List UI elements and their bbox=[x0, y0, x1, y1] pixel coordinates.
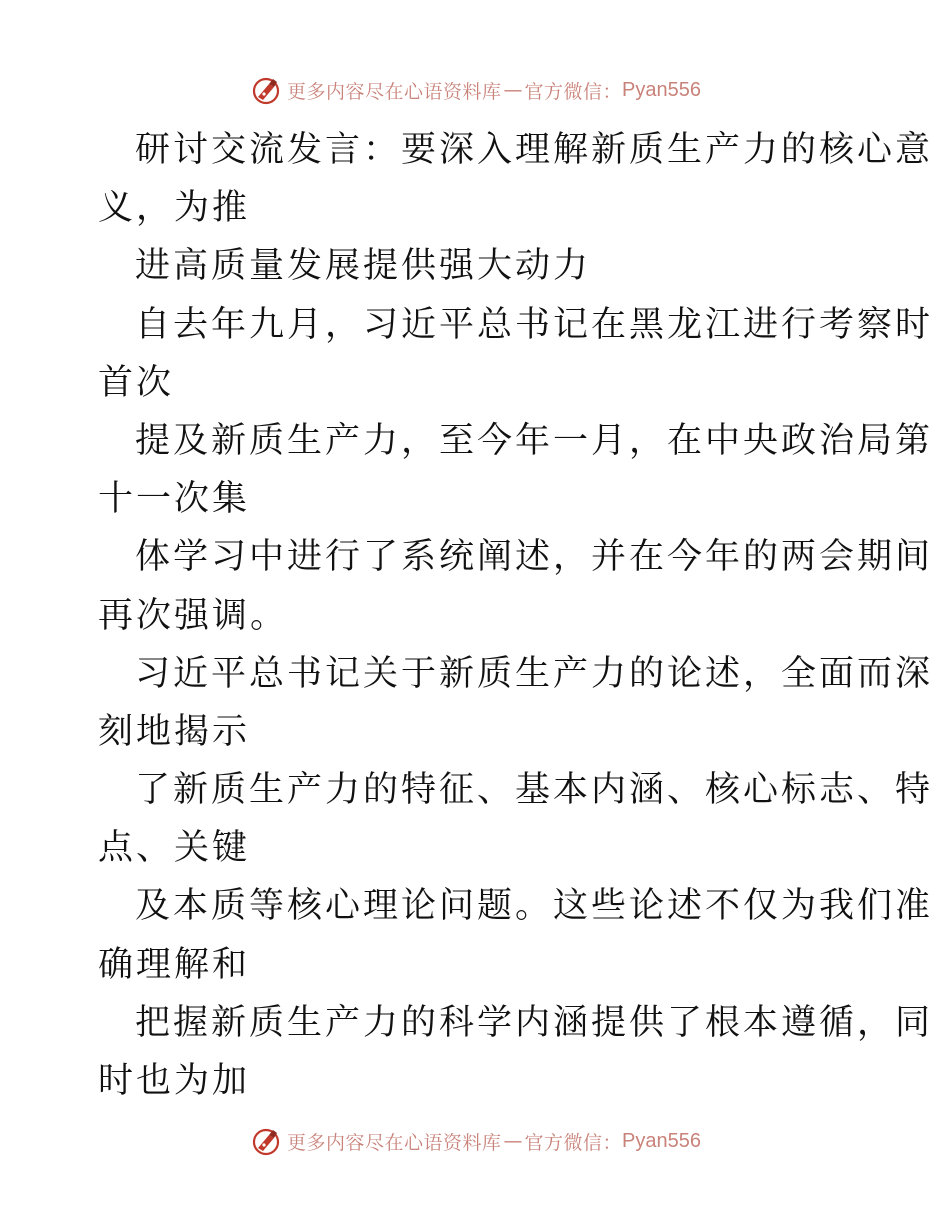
body-line: 习近平总书记关于新质生产力的论述，全面而深 bbox=[135, 653, 934, 694]
body-line: 点、关键 bbox=[98, 828, 251, 869]
watermark-contact: 官方微信： bbox=[524, 1131, 623, 1154]
watermark-text: 更多内容尽在心语资料库 bbox=[287, 1131, 502, 1154]
footer-watermark bbox=[0, 1121, 950, 1161]
watermark-text: 更多内容尽在心语资料库 bbox=[287, 80, 502, 103]
pen-nib-logo-icon bbox=[249, 73, 283, 107]
watermark-dash: — bbox=[503, 1130, 523, 1152]
watermark-dash: — bbox=[503, 79, 523, 101]
body-line: 自去年九月，习近平总书记在黑龙江进行考察时 bbox=[135, 304, 934, 345]
body-line: 了新质生产力的特征、基本内涵、核心标志、特 bbox=[135, 770, 934, 811]
watermark-id: Pyan556 bbox=[622, 78, 701, 101]
body-line: 确理解和 bbox=[98, 944, 251, 985]
body-line: 进高质量发展提供强大动力 bbox=[135, 246, 592, 287]
body-line: 时也为加 bbox=[98, 1061, 251, 1101]
body-line: 十一次集 bbox=[98, 479, 251, 520]
body-line: 体学习中进行了系统阐述，并在今年的两会期间 bbox=[135, 537, 934, 578]
body-line: 提及新质生产力，至今年一月，在中央政治局第 bbox=[135, 420, 934, 461]
body-line: 把握新质生产力的科学内涵提供了根本遵循，同 bbox=[135, 1002, 934, 1043]
body-line: 再次强调。 bbox=[98, 595, 289, 636]
watermark-id: Pyan556 bbox=[622, 1129, 701, 1152]
watermark-contact: 官方微信： bbox=[524, 80, 623, 103]
pen-nib-logo-icon bbox=[249, 1124, 283, 1158]
document-body bbox=[98, 121, 934, 1110]
body-line: 刻地揭示 bbox=[98, 711, 251, 752]
body-line: 义，为推 bbox=[98, 188, 251, 229]
header-watermark bbox=[0, 70, 950, 110]
body-line: 研讨交流发言：要深入理解新质生产力的核心意 bbox=[135, 130, 934, 170]
body-line: 首次 bbox=[98, 362, 175, 403]
body-line: 及本质等核心理论问题。这些论述不仅为我们准 bbox=[135, 886, 934, 927]
